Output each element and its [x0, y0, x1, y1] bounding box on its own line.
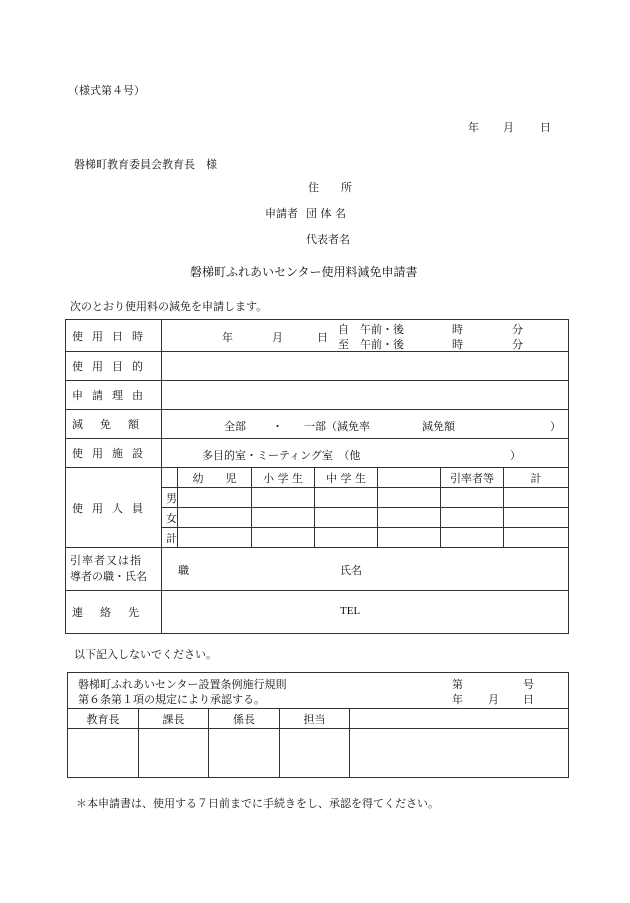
row-leader	[66, 548, 569, 591]
label-leader-line2: 導者の職・氏名	[70, 570, 147, 583]
row-date-time	[66, 320, 569, 352]
facility-close: ）	[510, 449, 521, 462]
document-title: 磐梯町ふれあいセンター使用料減免申請書	[190, 265, 418, 279]
row-facility	[66, 439, 569, 468]
users-cell[interactable]	[252, 528, 315, 548]
form-number: （様式第４号）	[68, 84, 145, 97]
users-cell[interactable]	[378, 488, 441, 508]
stamp-box-superintendent[interactable]	[68, 729, 139, 778]
approval-rule-line1: 磐梯町ふれあいセンター設置条例施行規則	[78, 678, 287, 691]
users-cell[interactable]	[504, 528, 569, 548]
group-name-label: 団 体 名	[306, 207, 346, 220]
users-header-blank	[378, 468, 441, 488]
approval-day: 日	[523, 693, 534, 706]
reduction-part: 一部（減免率	[304, 420, 370, 433]
stamp-header-blank	[350, 709, 569, 729]
reason-field[interactable]	[162, 381, 569, 410]
dt-to-hour: 時	[452, 338, 463, 351]
users-corner-cell	[162, 468, 178, 488]
reduction-close: ）	[550, 420, 561, 433]
dt-to-minute: 分	[512, 338, 523, 351]
users-row-label-total: 計	[162, 528, 178, 548]
intro-text: 次のとおり使用料の減免を申請します。	[70, 300, 268, 313]
stamp-header-section-chief: 課長	[139, 709, 209, 729]
row-reason	[66, 381, 569, 410]
stamp-box-unit-chief[interactable]	[209, 729, 280, 778]
users-header-junior: 中 学 生	[315, 468, 378, 488]
users-header-row	[66, 468, 569, 488]
dt-day: 日	[317, 331, 328, 344]
users-header-leaders: 引率者等	[441, 468, 504, 488]
users-cell[interactable]	[252, 508, 315, 528]
users-cell[interactable]	[315, 488, 378, 508]
contact-tel-label: TEL	[340, 605, 361, 617]
row-reduction	[66, 410, 569, 439]
users-cell[interactable]	[252, 488, 315, 508]
row-purpose	[66, 352, 569, 381]
users-cell[interactable]	[178, 508, 252, 528]
users-cell[interactable]	[315, 508, 378, 528]
dt-from: 自	[338, 323, 349, 336]
reduction-amount: 減免額	[422, 420, 455, 433]
leader-field[interactable]	[162, 548, 569, 591]
dt-from-hour: 時	[452, 323, 463, 336]
date-year-label: 年	[468, 121, 479, 134]
facility-field[interactable]	[162, 439, 569, 468]
stamp-box-section-chief[interactable]	[139, 729, 209, 778]
stamp-header-unit-chief: 係長	[209, 709, 280, 729]
date-time-field[interactable]	[162, 320, 569, 352]
leader-name-label: 氏名	[340, 564, 362, 577]
dt-from-ampm: 午前・後	[360, 323, 404, 336]
label-leader-line1: 引率者又は指	[70, 554, 142, 567]
users-cell[interactable]	[315, 528, 378, 548]
purpose-field[interactable]	[162, 352, 569, 381]
reduction-dot: ・	[272, 420, 283, 433]
approval-year: 年	[452, 693, 463, 706]
label-purpose: 使用目的	[66, 352, 162, 381]
dt-from-minute: 分	[512, 323, 523, 336]
users-header-infant: 幼 児	[178, 468, 252, 488]
users-cell[interactable]	[378, 508, 441, 528]
label-leader	[66, 548, 162, 591]
date-day-label: 日	[540, 121, 551, 134]
stamp-box-remarks[interactable]	[350, 729, 569, 778]
stamp-header-superintendent: 教育長	[68, 709, 139, 729]
users-row-label-male: 男	[162, 488, 178, 508]
label-date-time: 使用日時	[66, 320, 162, 352]
do-not-fill-note: 以下記入しないでください。	[74, 648, 217, 661]
users-header-total: 計	[504, 468, 569, 488]
dt-month: 月	[272, 331, 283, 344]
applicant-prefix: 申請者	[265, 207, 298, 220]
representative-label: 代表者名	[306, 233, 350, 246]
footer-note: ＊本申請書は、使用する７日前までに手続きをし、承認を得てください。	[76, 797, 439, 810]
approval-table	[67, 672, 569, 778]
users-cell[interactable]	[378, 528, 441, 548]
approval-number-prefix: 第	[452, 678, 463, 691]
users-cell[interactable]	[441, 488, 504, 508]
label-reason: 申請理由	[66, 381, 162, 410]
approval-month: 月	[488, 693, 499, 706]
dt-year: 年	[222, 331, 233, 344]
users-cell[interactable]	[441, 508, 504, 528]
users-cell[interactable]	[178, 488, 252, 508]
date-month-label: 月	[503, 121, 514, 134]
users-cell[interactable]	[504, 508, 569, 528]
facility-text: 多目的室・ミーティング室 （他	[202, 449, 361, 462]
stamp-header-staff: 担当	[280, 709, 350, 729]
application-table	[65, 319, 569, 634]
dt-to-ampm: 午前・後	[360, 338, 404, 351]
contact-field[interactable]	[162, 591, 569, 634]
users-cell[interactable]	[504, 488, 569, 508]
users-row-label-female: 女	[162, 508, 178, 528]
reduction-field[interactable]	[162, 410, 569, 439]
dt-to: 至	[338, 338, 349, 351]
leader-position-label: 職	[178, 564, 189, 577]
stamp-box-staff[interactable]	[280, 729, 350, 778]
reduction-all: 全部	[224, 420, 246, 433]
label-contact: 連絡先	[66, 591, 162, 634]
label-facility: 使用施設	[66, 439, 162, 468]
approval-number-suffix: 号	[523, 678, 534, 691]
label-users: 使用人員	[66, 468, 162, 548]
address-label: 住 所	[308, 181, 352, 194]
label-reduction: 減免額	[66, 410, 162, 439]
users-cell[interactable]	[178, 528, 252, 548]
row-contact	[66, 591, 569, 634]
approval-rule-line2: 第６条第１項の規定により承認する。	[78, 693, 265, 706]
approval-header-cell	[68, 673, 569, 709]
addressee: 磐梯町教育委員会教育長 様	[74, 158, 217, 171]
users-header-elementary: 小 学 生	[252, 468, 315, 488]
users-cell[interactable]	[441, 528, 504, 548]
